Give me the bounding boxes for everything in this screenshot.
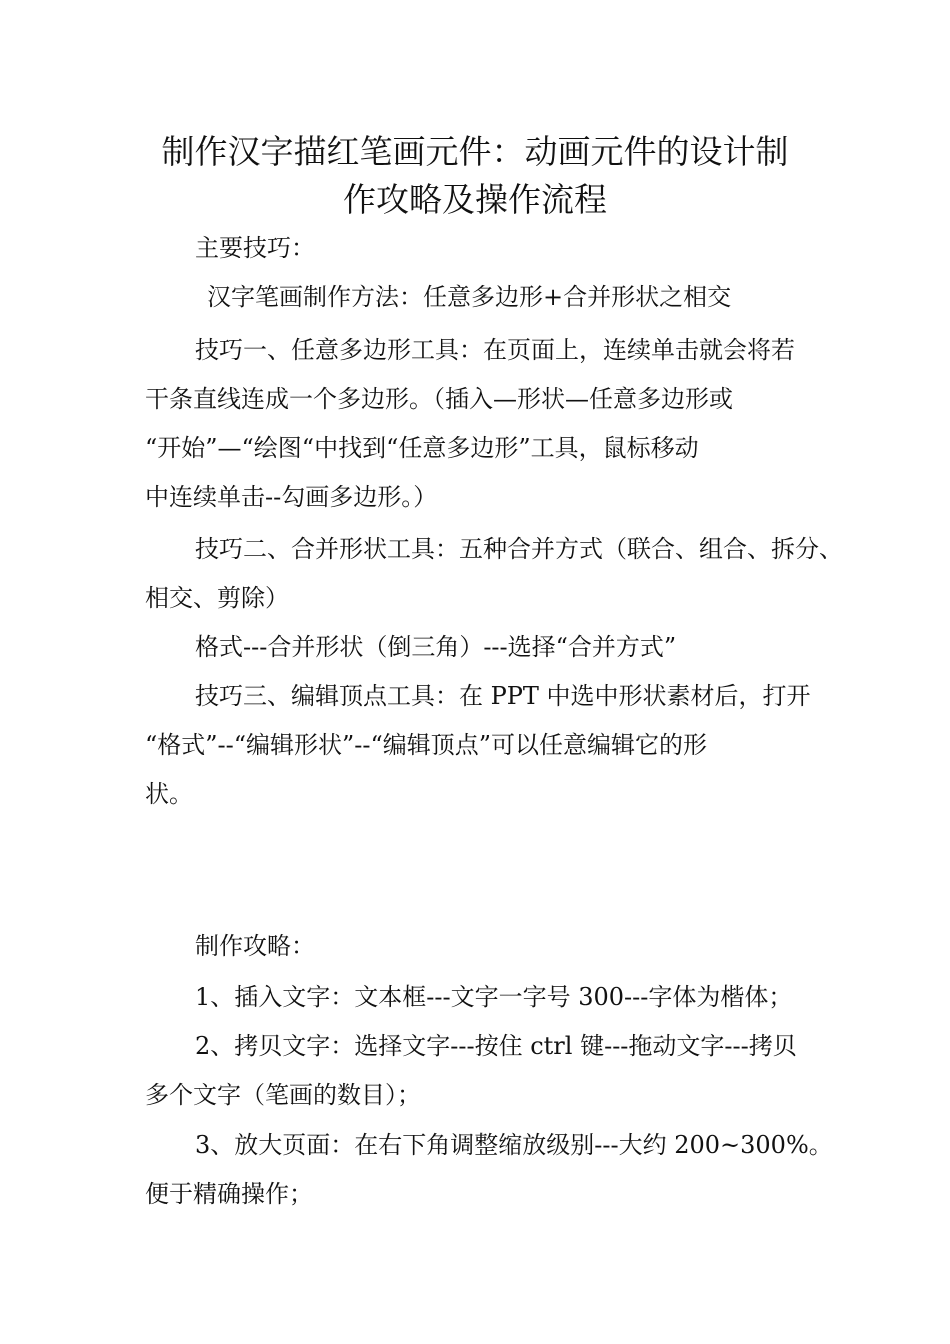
paragraph-line: 2、拷贝文字：选择文字---按住 ctrl 键---拖动文字---拷贝 bbox=[195, 1032, 797, 1060]
paragraph-line: 汉字笔画制作方法：任意多边形+合并形状之相交 bbox=[207, 283, 732, 311]
paragraph-line: 1、插入文字：文本框---文字一字号 300---字体为楷体； bbox=[195, 983, 793, 1011]
paragraph-line: “格式”--“编辑形状”--“编辑顶点”可以任意编辑它的形 bbox=[145, 731, 708, 759]
paragraph-line: 技巧一、任意多边形工具：在页面上，连续单击就会将若 bbox=[195, 336, 795, 364]
paragraph-line: 相交、剪除） bbox=[145, 584, 289, 612]
paragraph-line: 3、放大页面：在右下角调整缩放级别---大约 200~300%。 bbox=[195, 1131, 833, 1159]
paragraph-line: 便于精确操作； bbox=[145, 1180, 313, 1208]
section-heading-strategy: 制作攻略： bbox=[195, 932, 315, 960]
paragraph-line: “开始”—“绘图“中找到“任意多边形”工具，鼠标移动 bbox=[145, 434, 699, 462]
paragraph-line: 格式---合并形状（倒三角）---选择“合并方式” bbox=[195, 633, 677, 661]
paragraph-line: 干条直线连成一个多边形。（插入—形状—任意多边形或 bbox=[145, 385, 733, 413]
section-heading-main-tips: 主要技巧： bbox=[195, 234, 315, 262]
document-title-line-1: 制作汉字描红笔画元件：动画元件的设计制 bbox=[161, 132, 789, 171]
paragraph-line: 中连续单击--勾画多边形。） bbox=[145, 483, 438, 511]
paragraph-line: 技巧二、合并形状工具：五种合并方式（联合、组合、拆分、 bbox=[195, 535, 843, 563]
paragraph-line: 多个文字（笔画的数目）； bbox=[145, 1081, 421, 1109]
paragraph-line: 状。 bbox=[145, 780, 193, 808]
document-title-line-2: 作攻略及操作流程 bbox=[343, 180, 607, 219]
paragraph-line: 技巧三、编辑顶点工具：在 PPT 中选中形状素材后，打开 bbox=[195, 682, 811, 710]
